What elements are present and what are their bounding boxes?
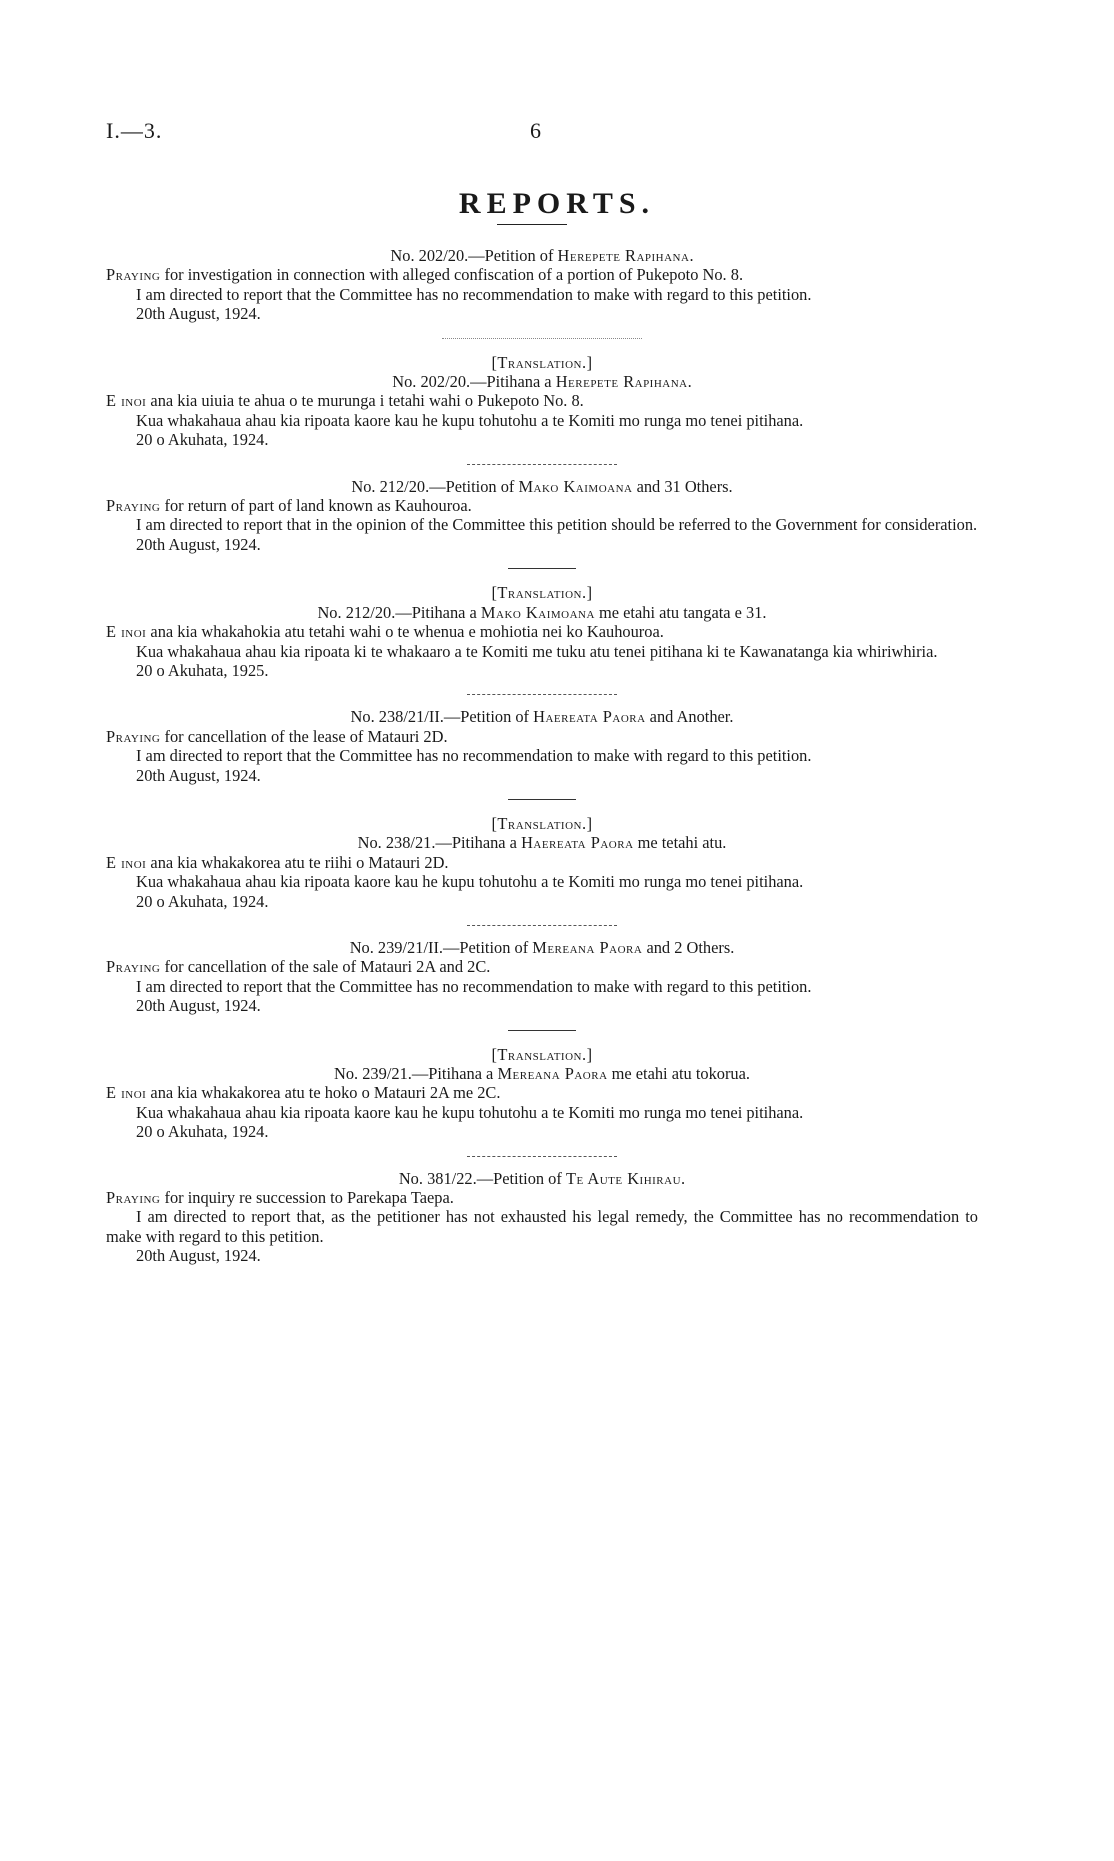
petition-title: No. 239/21/II.—Petition of Mereana Paora and 2 Others. bbox=[349, 937, 735, 957]
divider-rule bbox=[467, 464, 617, 465]
petition-entry bbox=[106, 246, 978, 324]
translation-entry bbox=[106, 353, 978, 450]
committee-report: Kua whakahaua ahau kia ripoata kaore kau he kupu tohutohu a te Komiti mo runga mo tenei pitihana. bbox=[136, 410, 804, 430]
petition-prayer: E inoi ana kia whakakorea atu te riihi o Matauri 2D. bbox=[106, 852, 449, 872]
petition-title: No. 381/22.—Petition of Te Aute Kihirau. bbox=[398, 1168, 686, 1188]
petition-entry bbox=[106, 707, 978, 785]
petition-prayer: E inoi ana kia whakahokia atu tetahi wahi o te whenua e mohiotia nei ko Kauhouroa. bbox=[106, 622, 664, 642]
divider-rule bbox=[508, 799, 576, 800]
petition-prayer: Praying for cancellation of the sale of Matauri 2A and 2C. bbox=[106, 957, 491, 977]
committee-report: I am directed to report that the Committee has no recommendation to make with regard to this petition. bbox=[136, 976, 812, 996]
report-date: 20 o Akuhata, 1924. bbox=[136, 430, 269, 450]
divider-rule bbox=[508, 568, 576, 569]
page-header bbox=[0, 118, 1114, 148]
report-date: 20 o Akuhata, 1924. bbox=[136, 1122, 269, 1142]
petition-title: No. 202/20.—Petition of Herepete Rapihana. bbox=[390, 246, 694, 265]
petitioner-name: Herepete Rapihana bbox=[557, 246, 690, 265]
petition-entry bbox=[106, 477, 978, 555]
petition-prayer: Praying for investigation in connection with alleged confiscation of a portion of Pukepoto No. 8. bbox=[106, 265, 744, 285]
translation-label: [Translation.] bbox=[491, 583, 593, 603]
report-date: 20 o Akuhata, 1925. bbox=[136, 660, 269, 680]
report-date: 20th August, 1924. bbox=[136, 996, 261, 1016]
petition-title: No. 202/20.—Pitihana a Herepete Rapihana. bbox=[392, 372, 692, 392]
petition-title: No. 212/20.—Petition of Mako Kaimoana and 31 Others. bbox=[351, 476, 733, 496]
translation-label: [Translation.] bbox=[491, 813, 593, 833]
translation-entry bbox=[106, 583, 978, 680]
report-date: 20th August, 1924. bbox=[136, 534, 261, 554]
page-number: 6 bbox=[530, 118, 541, 143]
translation-label: [Translation.] bbox=[491, 352, 593, 372]
committee-report: Kua whakahaua ahau kia ripoata kaore kau he kupu tohutohu a te Komiti mo runga mo tenei pitihana. bbox=[136, 872, 804, 892]
divider-rule bbox=[442, 338, 642, 339]
translation-entry bbox=[106, 814, 978, 911]
page-reference: I.—3. bbox=[106, 118, 163, 143]
divider-rule bbox=[467, 1156, 617, 1157]
petitioner-name: Mako Kaimoana bbox=[480, 602, 595, 622]
committee-report: Kua whakahaua ahau kia ripoata kaore kau he kupu tohutohu a te Komiti mo runga mo tenei pitihana. bbox=[136, 1102, 804, 1122]
report-date: 20th August, 1924. bbox=[136, 304, 261, 324]
report-date: 20 o Akuhata, 1924. bbox=[136, 891, 269, 911]
report-date: 20th August, 1924. bbox=[136, 765, 261, 785]
committee-report: I am directed to report that in the opinion of the Committee this petition should be referred to the Government for consideration. bbox=[136, 515, 978, 535]
petition-prayer: E inoi ana kia uiuia te ahua o te murunga i tetahi wahi o Pukepoto No. 8. bbox=[106, 391, 584, 411]
translation-entry bbox=[106, 1045, 978, 1142]
committee-report: I am directed to report that the Committee has no recommendation to make with regard to this petition. bbox=[136, 284, 812, 304]
petitioner-name: Mereana Paora bbox=[497, 1064, 608, 1083]
committee-report: I am directed to report that the Committee has no recommendation to make with regard to this petition. bbox=[136, 746, 812, 766]
translation-label: [Translation.] bbox=[491, 1044, 593, 1064]
committee-report: Kua whakahaua ahau kia ripoata ki te whakaaro a te Komiti me tuku atu tenei pitihana ki te Kawanatanga kia whiriwhiria. bbox=[136, 641, 938, 661]
petition-title: No. 212/20.—Pitihana a Mako Kaimoana me etahi atu tangata e 31. bbox=[317, 602, 767, 622]
reports-content bbox=[106, 240, 978, 1266]
divider-rule bbox=[508, 1030, 576, 1031]
divider-rule bbox=[467, 925, 617, 926]
petition-title: No. 239/21.—Pitihana a Mereana Paora me etahi atu tokorua. bbox=[334, 1064, 750, 1083]
petition-entry bbox=[106, 938, 978, 1016]
petition-entry bbox=[106, 1169, 978, 1266]
petition-title: No. 238/21.—Pitihana a Haereata Paora me tetahi atu. bbox=[357, 833, 727, 853]
report-date: 20th August, 1924. bbox=[136, 1246, 261, 1266]
petitioner-name: Te Aute Kihirau bbox=[565, 1168, 682, 1188]
title-rule bbox=[497, 224, 567, 225]
petition-prayer: E inoi ana kia whakakorea atu te hoko o Matauri 2A me 2C. bbox=[106, 1083, 501, 1103]
petitioner-name: Mereana Paora bbox=[532, 937, 643, 957]
divider-rule bbox=[467, 694, 617, 695]
petitioner-name: Herepete Rapihana bbox=[555, 372, 688, 392]
petitioner-name: Haereata Paora bbox=[521, 833, 634, 853]
petitioner-name: Haereata Paora bbox=[533, 707, 646, 727]
petitioner-name: Mako Kaimoana bbox=[518, 476, 633, 496]
petition-prayer: Praying for cancellation of the lease of Matauri 2D. bbox=[106, 726, 448, 746]
page-title: REPORTS. bbox=[458, 187, 656, 220]
committee-report: I am directed to report that, as the petitioner has not exhausted his legal remedy, the Committee has no recommendation to make with regard to this petition. bbox=[106, 1207, 978, 1246]
petition-title: No. 238/21/II.—Petition of Haereata Paora and Another. bbox=[350, 707, 734, 727]
petition-prayer: Praying for inquiry re succession to Parekapa Taepa. bbox=[106, 1188, 454, 1208]
petition-prayer: Praying for return of part of land known as Kauhouroa. bbox=[106, 496, 472, 516]
